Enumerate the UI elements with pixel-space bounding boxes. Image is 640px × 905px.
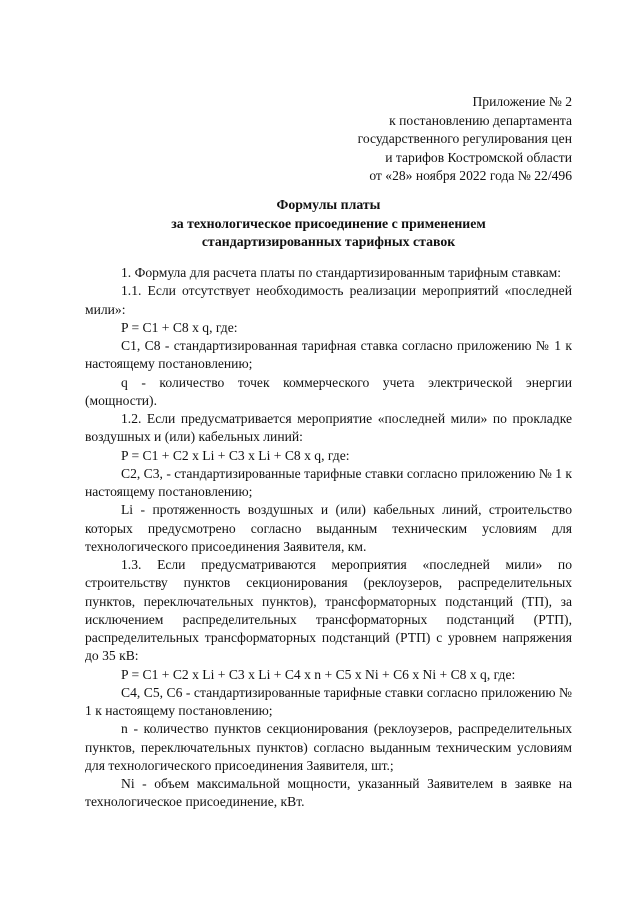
document-body [85,264,572,812]
title-line-3: стандартизированных тарифных ставок [201,234,456,250]
appendix-line-2: к постановлению департамента [389,112,572,128]
definition-q: q - количество точек коммерческого учета электрической энергии (мощности). [85,374,572,408]
definition-n: n - количество пунктов секционирования (реклоузеров, распределительных пунктов, переключательных пунктов) согласно выданным техническим условиям для технологического присоединения Заявителя, шт.; [85,721,572,773]
appendix-line-3: государственного регулирования цен [357,131,572,147]
appendix-number: Приложение № 2 [472,94,572,109]
paragraph-1-1: 1.1. Если отсутствует необходимость реализации мероприятий «последней мили»: [85,283,572,317]
appendix-date: от «28» ноября 2022 года № 22/496 [369,168,572,184]
title-line-2: за технологическое присоединение с применением [171,215,486,231]
appendix-line-4: и тарифов Костромской области [385,149,572,165]
paragraph-1-3: 1.3. Если предусматриваются мероприятия «последней мили» по строительству пунктов секционирования (реклоузеров, распределительных пунктов, переключательных пунктов), трансформаторных подстанций (ТП), за исключением распределительных трансформаторных подстанций (РТП), распределительных трансформаторных подстанций (РТП) с уровнем напряжения до 35 кВ: [85,557,572,664]
definition-li: Li - протяженность воздушных и (или) кабельных линий, строительство которых предусмотрено согласно выданным техническим условиям для технологического присоединения Заявителя, км. [85,502,572,554]
appendix-header [212,93,572,186]
paragraph-1: 1. Формула для расчета платы по стандартизированным тарифным ставкам: [121,265,562,280]
title-line-1: Формулы платы [276,197,381,212]
paragraph-1-2: 1.2. Если предусматривается мероприятие «последней мили» по прокладке воздушных и (или) кабельных линий: [85,411,572,445]
formula-1: P = C1 + C8 x q, где: [121,319,238,335]
formula-2: P = C1 + C2 x Li + C3 x Li + C8 x q, где: [121,447,350,463]
definition-c4-c5-c6: C4, C5, C6 - стандартизированные тарифные ставки согласно приложению № 1 к настоящему постановлению; [85,684,572,718]
definition-c1-c8: C1, C8 - стандартизированная тарифная ставка согласно приложению № 1 к настоящему постановлению; [85,338,572,372]
formula-3: P = C1 + C2 x Li + C3 x Li + C4 x n + C5 x Ni + C6 x Ni + C8 x q, где: [121,666,516,682]
definition-ni: Ni - объем максимальной мощности, указанный Заявителем в заявке на технологическое присоединение, кВт. [85,776,572,810]
definition-c2-c3: C2, C3, - стандартизированные тарифные ставки согласно приложению № 1 к настоящему постановлению; [85,465,572,499]
document-title [85,196,572,252]
